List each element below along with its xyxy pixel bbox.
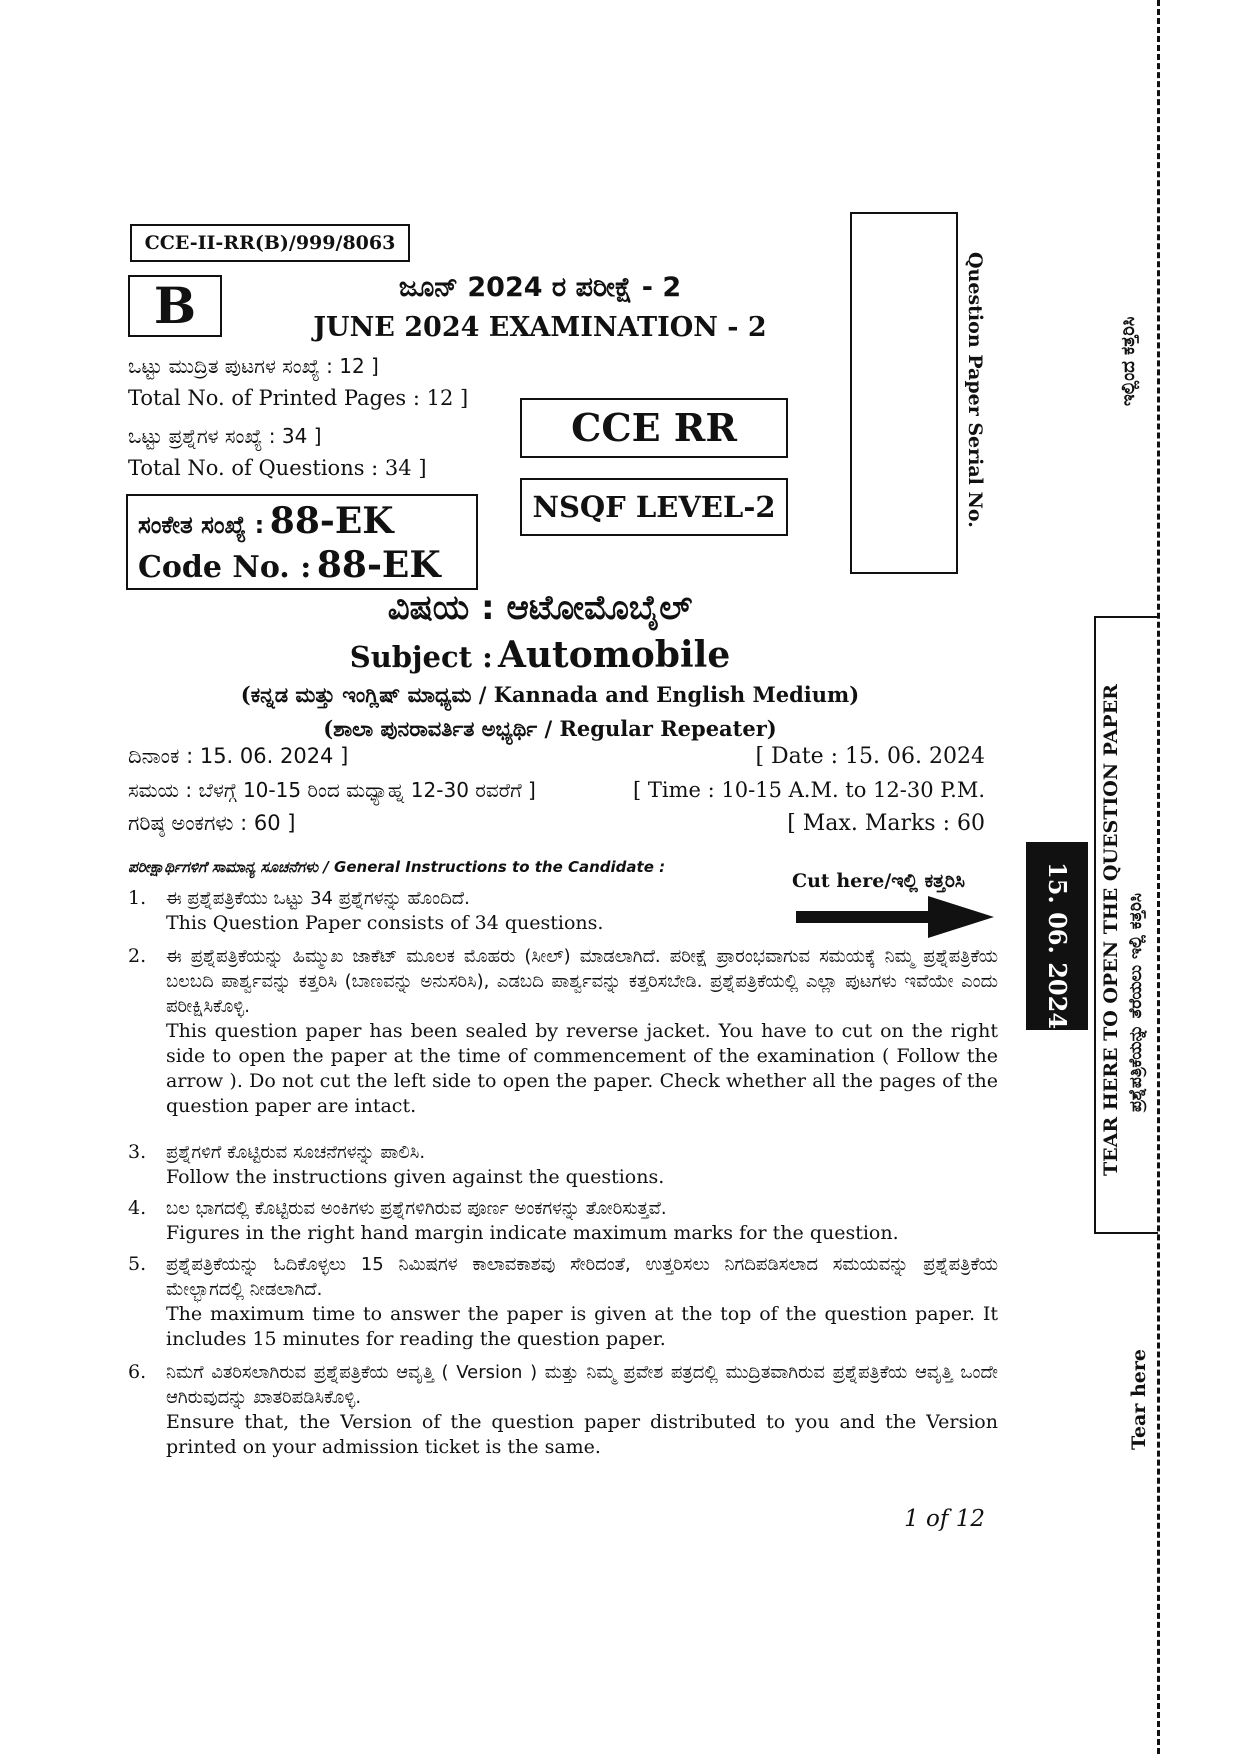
- time-en: [ Time : 10-15 A.M. to 12-30 P.M.: [633, 778, 985, 802]
- code-kn-line: [138, 500, 394, 542]
- tear-here-label: Tear here: [1128, 1349, 1150, 1450]
- cut-arrow-icon: [796, 896, 994, 938]
- pages-kn: ಒಟ್ಟು ಮುದ್ರಿತ ಪುಟಗಳ ಸಂಖ್ಯೆ : 12 ]: [128, 354, 379, 378]
- date-kn: ದಿನಾಂಕ : 15. 06. 2024 ]: [128, 744, 349, 768]
- code-number-box: [126, 494, 478, 590]
- questions-kn: ಒಟ್ಟು ಪ್ರಶ್ನೆಗಳ ಸಂಖ್ಯೆ : 34 ]: [128, 424, 322, 448]
- version-letter: B: [153, 276, 197, 335]
- marks-kn: ಗರಿಷ್ಠ ಅಂಕಗಳು : 60 ]: [128, 811, 296, 835]
- subject-en-line: [280, 634, 800, 676]
- code-en-line: [138, 544, 441, 586]
- instructions-heading: ಪರೀಕ್ಷಾರ್ಥಿಗಳಿಗೆ ಸಾಮಾನ್ಯ ಸೂಚನೆಗಳು / General Instructions to the Candidate :: [128, 858, 666, 876]
- candidate-type: (ಶಾಲಾ ಪುನರಾವರ್ತಿತ ಅಭ್ಯರ್ಥಿ / Regular Repeater): [323, 716, 777, 741]
- cut-here-label: Cut here/ಇಲ್ಲಿ ಕತ್ತರಿಸಿ: [792, 870, 965, 892]
- instruction-item: 6. ನಿಮಗೆ ವಿತರಿಸಲಾಗಿರುವ ಪ್ರಶ್ನೆಪತ್ರಿಕೆಯ ಆವೃತ್ತಿ ( Version ) ಮತ್ತು ನಿಮ್ಮ ಪ್ರವೇಶ ಪತ್ರದಲ್ಲಿ ಮುದ್ರಿತವಾಗಿರುವ ಪ್ರಶ್ನೆಪತ್ರಿಕೆಯ ಆವೃತ್ತಿ ಒಂದೇ ಆಗಿರುವುದನ್ನು ಖಾತರಿಪಡಿಸಿಕೊಳ್ಳಿ. Ensure that, the Version of the question paper distributed to you and the Version printed on your admission ticket is the same.: [128, 1361, 998, 1458]
- time-kn: ಸಮಯ : ಬೆಳಗ್ಗೆ 10-15 ರಿಂದ ಮಧ್ಯಾಹ್ನ 12-30 ರವರೆಗೆ ]: [128, 778, 536, 802]
- code-kn-value: 88-EK: [269, 500, 394, 542]
- subject-en-label: Subject :: [349, 640, 493, 674]
- code-en-value: 88-EK: [316, 544, 441, 586]
- nsqf-box: [520, 478, 788, 536]
- code-kn-label: ಸಂಕೇತ ಸಂಖ್ಯೆ :: [138, 511, 265, 539]
- tear-open-kn: ಪ್ರಶ್ನೆಪತ್ರಿಕೆಯನ್ನು ತೆರೆಯಲು ಇಲ್ಲಿ ಕತ್ತರಿಸಿ: [1126, 893, 1146, 1112]
- marks-en: [ Max. Marks : 60: [787, 811, 985, 836]
- serial-number-box: [850, 212, 958, 574]
- page-number: 1 of 12: [904, 1506, 985, 1532]
- instruction-item: 2. ಈ ಪ್ರಶ್ನೆಪತ್ರಿಕೆಯನ್ನು ಹಿಮ್ಮುಖ ಜಾಕೆಟ್ ಮೂಲಕ ಮೊಹರು (ಸೀಲ್) ಮಾಡಲಾಗಿದೆ. ಪರೀಕ್ಷೆ ಪ್ರಾರಂಭವಾಗುವ ಸಮಯಕ್ಕೆ ನಿಮ್ಮ ಪ್ರಶ್ನೆಪತ್ರಿಕೆಯ ಬಲಬದಿ ಪಾರ್ಶ್ವವನ್ನು ಕತ್ತರಿಸಿ (ಬಾಣವನ್ನು ಅನುಸರಿಸಿ), ಎಡಬದಿ ಪಾರ್ಶ್ವವನ್ನು ಕತ್ತರಿಸಬೇಡಿ. ಪ್ರಶ್ನೆಪತ್ರಿಕೆಯಲ್ಲಿ ಎಲ್ಲಾ ಪುಟಗಳು ಇವೆಯೇ ಎಂದು ಪರೀಕ್ಷಿಸಿಕೊಳ್ಳಿ. This question paper has been sealed by reverse jacket. You have to cut on the right side to open the paper at the time of commencement of the examination ( Follow the arrow ). Do not cut the left side to open the paper. Check whether all the pages of the question paper are intact.: [128, 945, 998, 1117]
- instruction-item: 5. ಪ್ರಶ್ನೆಪತ್ರಿಕೆಯನ್ನು ಓದಿಕೊಳ್ಳಲು 15 ನಿಮಿಷಗಳ ಕಾಲಾವಕಾಶವು ಸೇರಿದಂತೆ, ಉತ್ತರಿಸಲು ನಿಗದಿಪಡಿಸಲಾದ ಸಮಯವನ್ನು ಪ್ರಶ್ನೆಪತ್ರಿಕೆಯ ಮೇಲ್ಭಾಗದಲ್ಲಿ ನೀಡಲಾಗಿದೆ. The maximum time to answer the paper is given at the top of the question paper. It includes 15 minutes for reading the question paper.: [128, 1253, 998, 1350]
- tear-open-en: TEAR HERE TO OPEN THE QUESTION PAPER: [1100, 684, 1122, 1176]
- date-en: [ Date : 15. 06. 2024: [755, 744, 985, 769]
- exam-title-kn: ಜೂನ್ 2024 ರ ಪರೀಕ್ಷೆ - 2: [398, 272, 682, 303]
- subject-kn: ವಿಷಯ : ಆಟೋಮೊಬೈಲ್: [387, 588, 693, 628]
- code-ref: CCE-II-RR(B)/999/8063: [144, 232, 396, 254]
- subject-en-value: Automobile: [497, 634, 731, 676]
- serial-number-label: Question Paper Serial No.: [964, 252, 986, 528]
- code-ref-box: [130, 224, 410, 262]
- instruction-item: 4. ಬಲ ಭಾಗದಲ್ಲಿ ಕೊಟ್ಟಿರುವ ಅಂಕಿಗಳು ಪ್ರಶ್ನೆಗಳಿಗಿರುವ ಪೂರ್ಣ ಅಂಕಗಳನ್ನು ತೋರಿಸುತ್ತವೆ. Figures in the right hand margin indicate maximum marks for the question.: [128, 1197, 899, 1244]
- instruction-item: 3. ಪ್ರಶ್ನೆಗಳಿಗೆ ಕೊಟ್ಟಿರುವ ಸೂಚನೆಗಳನ್ನು ಪಾಲಿಸಿ. Follow the instructions given against the questions.: [128, 1141, 665, 1188]
- date-badge-text: 15. 06. 2024: [1043, 862, 1072, 1030]
- code-en-label: Code No. :: [138, 550, 312, 585]
- questions-en: Total No. of Questions : 34 ]: [128, 456, 427, 480]
- exam-title-en: JUNE 2024 EXAMINATION - 2: [313, 312, 767, 343]
- version-box: [128, 275, 222, 337]
- pages-en: Total No. of Printed Pages : 12 ]: [128, 386, 469, 410]
- cce-box: [520, 398, 788, 458]
- instruction-item: 1. ಈ ಪ್ರಶ್ನೆಪತ್ರಿಕೆಯು ಒಟ್ಟು 34 ಪ್ರಶ್ನೆಗಳನ್ನು ಹೊಂದಿದೆ. This Question Paper consists of 34 questions.: [128, 887, 604, 934]
- nsqf-label: NSQF LEVEL-2: [532, 490, 776, 524]
- cce-label: CCE RR: [571, 405, 737, 450]
- side-cut-kn: ಇಲ್ಲಿಂದ ಕತ್ತರಿಸಿ: [1118, 316, 1139, 406]
- medium: (ಕನ್ನಡ ಮತ್ತು ಇಂಗ್ಲಿಷ್ ಮಾಧ್ಯಮ / Kannada and English Medium): [240, 682, 860, 707]
